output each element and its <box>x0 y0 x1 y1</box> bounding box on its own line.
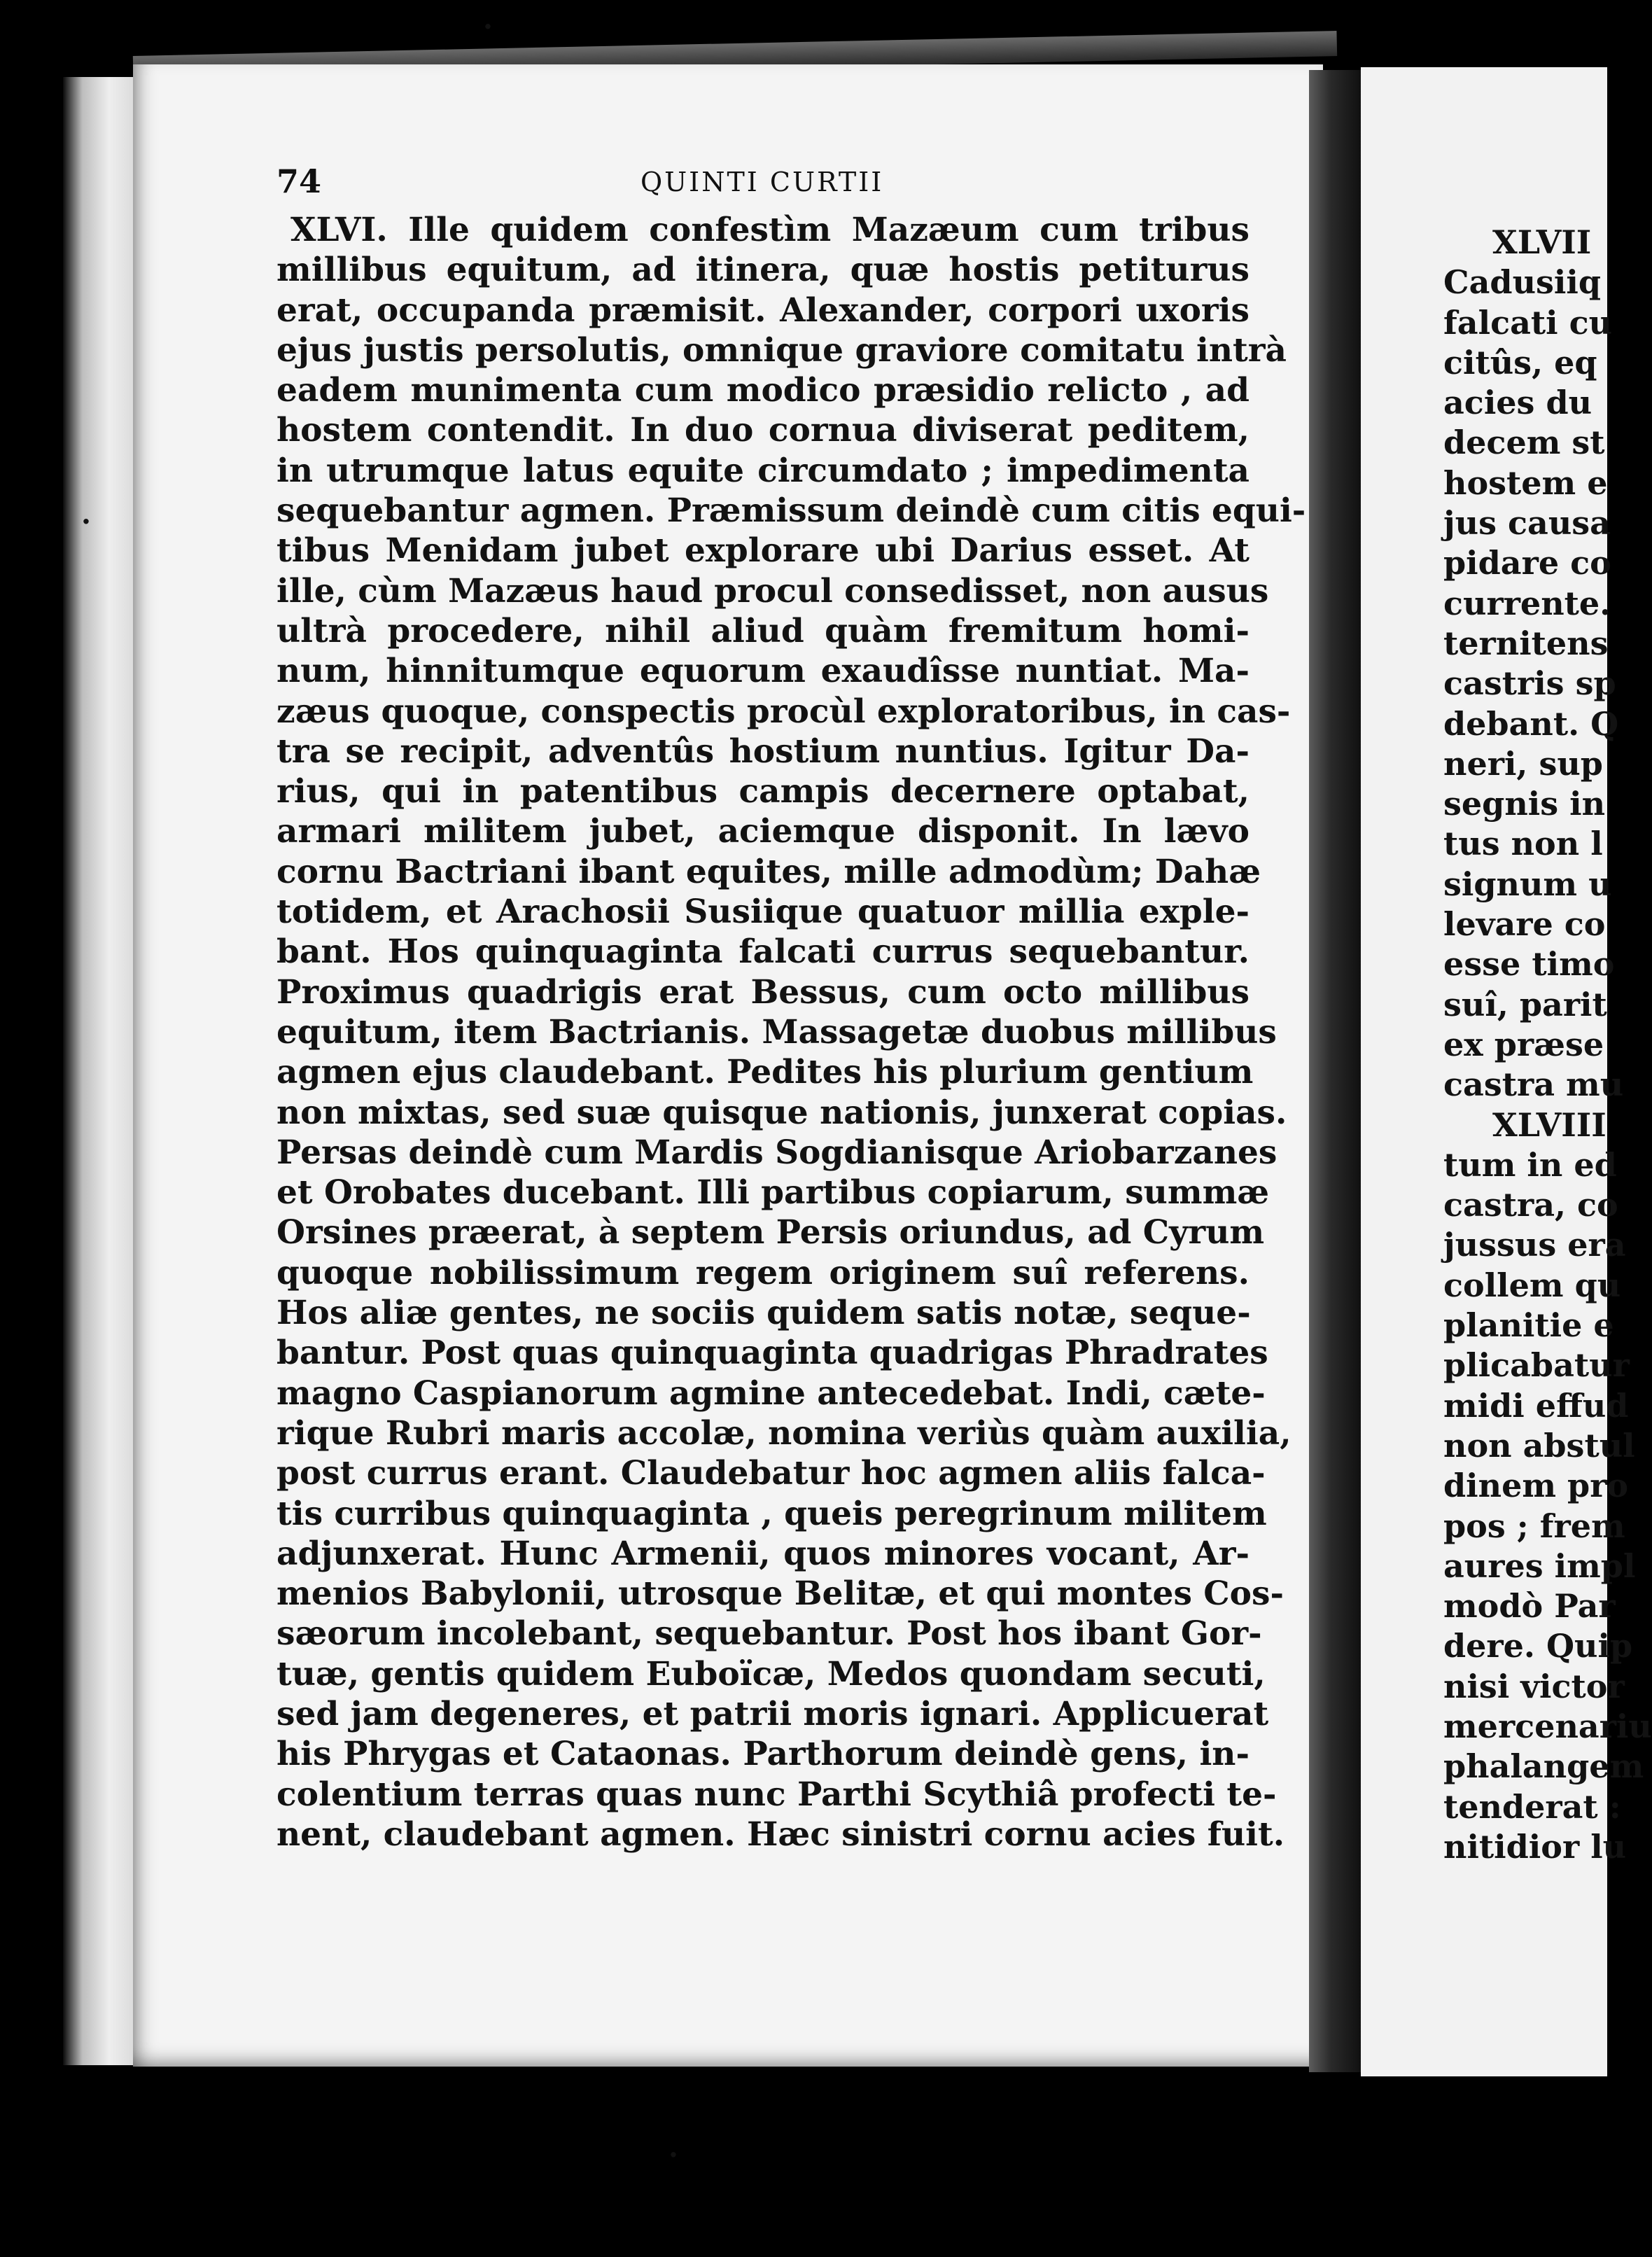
text-line: equitum, item Bactrianis. Massagetæ duobus millibus <box>276 1012 1277 1051</box>
text-line: totidem, et Arachosii Susiique quatuor millia exple- <box>276 893 1250 932</box>
text-line: levare co <box>1443 905 1606 944</box>
text-line: phalangem <box>1443 1747 1644 1786</box>
text-line: XLVIII <box>1492 1105 1606 1144</box>
text-line: dinem pro <box>1443 1467 1629 1505</box>
text-line: colentium terras quas nunc Parthi Scythiâ profecti te- <box>276 1775 1277 1814</box>
book-gutter <box>1309 70 1364 2072</box>
text-line: castris sp <box>1443 664 1616 703</box>
text-line: pos ; frem <box>1443 1507 1625 1545</box>
text-line: ultrà procedere, nihil aliud quàm fremitum homi- <box>276 611 1250 650</box>
text-line: rique Rubri maris accolæ, nomina veriùs quàm auxilia, <box>276 1413 1292 1453</box>
text-line: signum u <box>1443 865 1612 903</box>
text-line: citûs, eq <box>1443 343 1597 382</box>
text-line: tenderat : <box>1443 1787 1621 1826</box>
text-line: tibus Menidam jubet explorare ubi Darius esset. At <box>276 531 1250 571</box>
text-line: et Orobates ducebant. Illi partibus copiarum, summæ <box>276 1173 1270 1213</box>
running-title: QUINTI CURTII <box>640 167 884 197</box>
text-line: ejus justis persolutis, omnique graviore comitatu intrà <box>276 330 1287 370</box>
left-page-edge-stack <box>63 77 140 2065</box>
text-line: millibus equitum, ad itinera, quæ hostis petiturus <box>276 251 1250 290</box>
text-line: erat, occupanda præmisit. Alexander, corpori uxoris <box>276 291 1250 330</box>
text-line: dere. Quip <box>1443 1627 1633 1665</box>
scan-speck: · <box>483 11 493 43</box>
text-line: suî, parit <box>1443 985 1607 1023</box>
text-line: falcati cu <box>1443 303 1613 342</box>
text-line: collem qu <box>1443 1266 1621 1304</box>
text-line: in utrumque latus equite circumdato ; impedimenta <box>276 451 1250 490</box>
text-line: tum in ed <box>1443 1145 1617 1184</box>
text-line: eadem munimenta cum modico præsidio relicto , ad <box>276 371 1250 410</box>
text-line: rius, qui in patentibus campis decernere optabat, <box>276 772 1250 811</box>
text-line: pidare co <box>1443 544 1611 582</box>
text-line: nisi victor <box>1443 1667 1625 1705</box>
text-line: tra se recipit, adventûs hostium nuntius. Igitur Da- <box>276 732 1250 771</box>
text-line: midi effud <box>1443 1386 1629 1425</box>
text-line: hostem e <box>1443 463 1608 502</box>
text-line: tuæ, gentis quidem Euboïcæ, Medos quondam secuti, <box>276 1654 1266 1693</box>
text-line: magno Caspianorum agmine antecedebat. Indi, cæte- <box>276 1374 1266 1413</box>
text-line: non abstul <box>1443 1426 1635 1465</box>
left-page-text <box>276 210 1306 1854</box>
scan-speck: · <box>668 2139 678 2172</box>
text-line: menios Babylonii, utrosque Belitæ, et qui montes Cos- <box>276 1574 1284 1614</box>
text-line: zæus quoque, conspectis procùl exploratoribus, in cas- <box>276 692 1291 731</box>
text-line: XLVI. Ille quidem confestìm Mazæum cum tribus <box>290 211 1250 249</box>
text-line: cornu Bactriani ibant equites, mille admodùm; Dahæ <box>276 852 1261 891</box>
text-line: plicabatur <box>1443 1346 1630 1385</box>
page-number: 74 <box>276 162 322 200</box>
text-line: bantur. Post quas quinquaginta quadrigas Phradrates <box>276 1334 1268 1373</box>
text-line: jus causa <box>1443 504 1611 543</box>
text-line: bant. Hos quinquaginta falcati currus sequebantur. <box>276 932 1250 972</box>
text-line: his Phrygas et Cataonas. Parthorum deindè gens, in- <box>276 1735 1250 1774</box>
text-line: jussus era <box>1443 1226 1626 1264</box>
text-line: decem st <box>1443 424 1605 462</box>
text-line: debant. Q <box>1443 704 1619 743</box>
text-line: acies du <box>1443 384 1592 422</box>
text-line: planitie e <box>1443 1306 1614 1345</box>
right-page-text <box>1443 223 1652 1867</box>
text-line: aures impl <box>1443 1546 1636 1585</box>
text-line: armari militem jubet, aciemque disponit. In lævo <box>276 812 1250 851</box>
text-line: quoque nobilissimum regem originem suî referens. <box>276 1253 1250 1292</box>
text-line: non mixtas, sed suæ quisque nationis, junxerat copias. <box>276 1093 1287 1132</box>
text-line: castra, co <box>1443 1186 1618 1224</box>
text-line: tis curribus quinquaginta , queis peregrinum militem <box>276 1494 1267 1533</box>
text-line: Persas deindè cum Mardis Sogdianisque Ariobarzanes <box>276 1133 1278 1172</box>
text-line: Proximus quadrigis erat Bessus, cum octo millibus <box>276 972 1250 1012</box>
text-line: castra mu <box>1443 1065 1624 1104</box>
text-line: Orsines præerat, à septem Persis oriundus, ad Cyrum <box>276 1213 1265 1252</box>
text-line: tus non l <box>1443 825 1603 863</box>
text-line: hostem contendit. In duo cornua diviserat peditem, <box>276 411 1250 450</box>
text-line: segnis in <box>1443 785 1606 823</box>
text-line: agmen ejus claudebant. Pedites his plurium gentium <box>276 1053 1254 1092</box>
text-line: sed jam degeneres, et patrii moris ignari. Applicuerat <box>276 1694 1269 1733</box>
text-line: post currus erant. Claudebatur hoc agmen aliis falca- <box>276 1454 1266 1493</box>
text-line: adjunxerat. Hunc Armenii, quos minores vocant, Ar- <box>276 1534 1250 1573</box>
text-line: currente. <box>1443 584 1611 622</box>
text-line: ille, cùm Mazæus haud procul consedisset, non ausus <box>276 571 1269 610</box>
text-line: modò Par <box>1443 1587 1616 1626</box>
scan-speck: · <box>81 505 91 538</box>
text-line: Hos aliæ gentes, ne sociis quidem satis notæ, seque- <box>276 1294 1251 1333</box>
text-line: Cadusiiq <box>1443 263 1602 302</box>
text-line: neri, sup <box>1443 744 1603 783</box>
text-line: sequebantur agmen. Præmissum deindè cum citis equi- <box>276 491 1306 531</box>
page-header <box>276 162 1312 204</box>
text-line: ternitens <box>1443 624 1609 662</box>
text-line: num, hinnitumque equorum exaudîsse nuntiat. Ma- <box>276 652 1250 691</box>
text-line: ex præse <box>1443 1025 1604 1063</box>
text-line: esse timo <box>1443 945 1615 984</box>
text-line: mercenariu <box>1443 1707 1652 1745</box>
text-line: sæorum incolebant, sequebantur. Post hos ibant Gor- <box>276 1614 1262 1654</box>
text-line: nent, claudebant agmen. Hæc sinistri cornu acies fuit. <box>276 1815 1285 1854</box>
text-line: nitidior lu <box>1443 1827 1627 1866</box>
text-line: XLVII <box>1492 223 1592 261</box>
